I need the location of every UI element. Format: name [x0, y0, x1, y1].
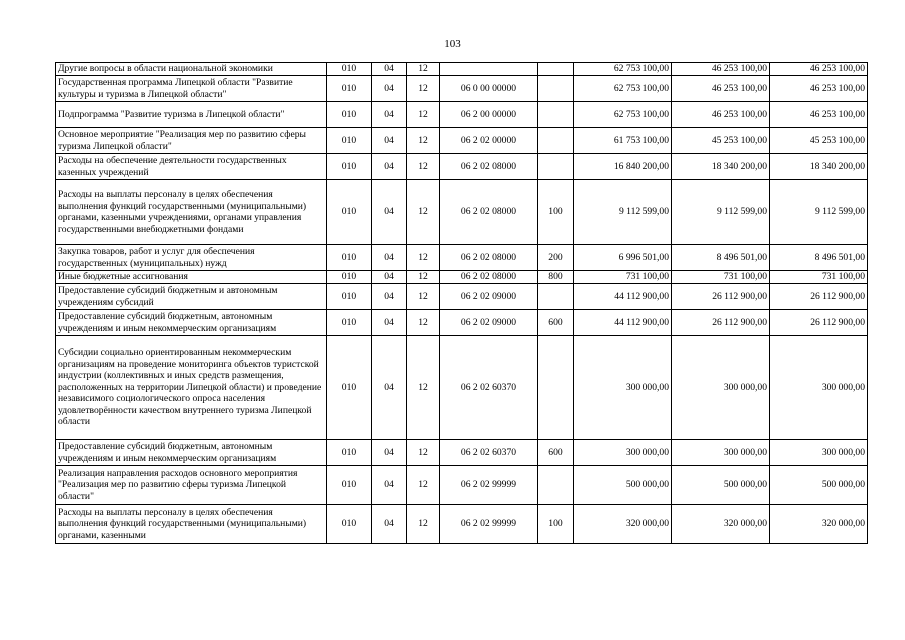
- rz-cell: 04: [372, 180, 407, 245]
- amount-year2-cell: 500 000,00: [672, 466, 770, 505]
- amount-year2-cell: 46 253 100,00: [672, 63, 770, 76]
- vr-cell: [538, 154, 574, 180]
- rz-cell: 04: [372, 466, 407, 505]
- csr-cell: 06 2 02 99999: [440, 466, 538, 505]
- amount-year3-cell: 45 253 100,00: [770, 128, 868, 154]
- rz-cell: 04: [372, 284, 407, 310]
- gr-cell: 010: [327, 128, 372, 154]
- row-name-cell: Расходы на выплаты персоналу в целях обеспечения выполнения функций государственными (муниципальными) органами, казенными учреждениями, органами управления государственными внебюджетными фондами: [56, 180, 327, 245]
- table-row: [56, 154, 868, 180]
- gr-cell: 010: [327, 245, 372, 271]
- gr-cell: 010: [327, 180, 372, 245]
- vr-cell: [538, 466, 574, 505]
- csr-cell: 06 2 02 08000: [440, 180, 538, 245]
- gr-cell: 010: [327, 336, 372, 440]
- amount-year2-cell: 45 253 100,00: [672, 128, 770, 154]
- pr-cell: 12: [407, 154, 440, 180]
- rz-cell: 04: [372, 63, 407, 76]
- table-row: [56, 466, 868, 505]
- amount-year1-cell: 61 753 100,00: [574, 128, 672, 154]
- pr-cell: 12: [407, 310, 440, 336]
- vr-cell: [538, 336, 574, 440]
- amount-year1-cell: 44 112 900,00: [574, 284, 672, 310]
- vr-cell: 100: [538, 505, 574, 544]
- rz-cell: 04: [372, 245, 407, 271]
- amount-year3-cell: 300 000,00: [770, 440, 868, 466]
- row-name-cell: Государственная программа Липецкой области "Развитие культуры и туризма в Липецкой области": [56, 76, 327, 102]
- rz-cell: 04: [372, 76, 407, 102]
- row-name-cell: Расходы на обеспечение деятельности государственных казенных учреждений: [56, 154, 327, 180]
- row-name-cell: Расходы на выплаты персоналу в целях обеспечения выполнения функций государственными (муниципальными) органами, казенными: [56, 505, 327, 544]
- table-row: [56, 180, 868, 245]
- gr-cell: 010: [327, 154, 372, 180]
- amount-year2-cell: 731 100,00: [672, 271, 770, 284]
- amount-year2-cell: 26 112 900,00: [672, 284, 770, 310]
- pr-cell: 12: [407, 180, 440, 245]
- rz-cell: 04: [372, 154, 407, 180]
- row-name-cell: Подпрограмма "Развитие туризма в Липецкой области": [56, 102, 327, 128]
- amount-year1-cell: 62 753 100,00: [574, 102, 672, 128]
- amount-year2-cell: 300 000,00: [672, 440, 770, 466]
- amount-year3-cell: 8 496 501,00: [770, 245, 868, 271]
- gr-cell: 010: [327, 466, 372, 505]
- amount-year1-cell: 500 000,00: [574, 466, 672, 505]
- pr-cell: 12: [407, 284, 440, 310]
- amount-year1-cell: 300 000,00: [574, 440, 672, 466]
- table-row: [56, 310, 868, 336]
- amount-year2-cell: 18 340 200,00: [672, 154, 770, 180]
- csr-cell: 06 0 00 00000: [440, 76, 538, 102]
- amount-year3-cell: 26 112 900,00: [770, 310, 868, 336]
- amount-year1-cell: 62 753 100,00: [574, 76, 672, 102]
- table-row: [56, 63, 868, 76]
- vr-cell: 200: [538, 245, 574, 271]
- pr-cell: 12: [407, 505, 440, 544]
- amount-year3-cell: 18 340 200,00: [770, 154, 868, 180]
- csr-cell: 06 2 02 09000: [440, 284, 538, 310]
- csr-cell: 06 2 00 00000: [440, 102, 538, 128]
- amount-year2-cell: 46 253 100,00: [672, 76, 770, 102]
- amount-year3-cell: 731 100,00: [770, 271, 868, 284]
- rz-cell: 04: [372, 128, 407, 154]
- vr-cell: [538, 284, 574, 310]
- amount-year3-cell: 46 253 100,00: [770, 63, 868, 76]
- row-name-cell: Реализация направления расходов основного мероприятия "Реализация мер по развитию сферы туризма Липецкой области": [56, 466, 327, 505]
- csr-cell: 06 2 02 08000: [440, 271, 538, 284]
- csr-cell: [440, 63, 538, 76]
- amount-year3-cell: 9 112 599,00: [770, 180, 868, 245]
- table-row: [56, 505, 868, 544]
- amount-year2-cell: 8 496 501,00: [672, 245, 770, 271]
- amount-year2-cell: 26 112 900,00: [672, 310, 770, 336]
- amount-year3-cell: 320 000,00: [770, 505, 868, 544]
- amount-year1-cell: 9 112 599,00: [574, 180, 672, 245]
- amount-year3-cell: 300 000,00: [770, 336, 868, 440]
- amount-year1-cell: 6 996 501,00: [574, 245, 672, 271]
- csr-cell: 06 2 02 08000: [440, 154, 538, 180]
- rz-cell: 04: [372, 310, 407, 336]
- table-row: [56, 76, 868, 102]
- vr-cell: [538, 102, 574, 128]
- amount-year3-cell: 500 000,00: [770, 466, 868, 505]
- pr-cell: 12: [407, 466, 440, 505]
- row-name-cell: Субсидии социально ориентированным некоммерческим организациям на проведение мониторинга объектов туристской индустрии (коллективных и иных средств размещения, расположенных на территории Липецкой области) и проведение независимого социологического опроса населения удовлетворённости качеством внутреннего туризма Липецкой области: [56, 336, 327, 440]
- csr-cell: 06 2 02 00000: [440, 128, 538, 154]
- vr-cell: [538, 128, 574, 154]
- gr-cell: 010: [327, 102, 372, 128]
- pr-cell: 12: [407, 102, 440, 128]
- amount-year3-cell: 46 253 100,00: [770, 102, 868, 128]
- amount-year2-cell: 9 112 599,00: [672, 180, 770, 245]
- amount-year1-cell: 320 000,00: [574, 505, 672, 544]
- vr-cell: 600: [538, 440, 574, 466]
- amount-year1-cell: 300 000,00: [574, 336, 672, 440]
- gr-cell: 010: [327, 440, 372, 466]
- budget-table-body: [56, 63, 868, 544]
- rz-cell: 04: [372, 336, 407, 440]
- amount-year2-cell: 300 000,00: [672, 336, 770, 440]
- vr-cell: [538, 63, 574, 76]
- rz-cell: 04: [372, 440, 407, 466]
- row-name-cell: Предоставление субсидий бюджетным, автономным учреждениям и иным некоммерческим организациям: [56, 440, 327, 466]
- gr-cell: 010: [327, 271, 372, 284]
- pr-cell: 12: [407, 440, 440, 466]
- csr-cell: 06 2 02 99999: [440, 505, 538, 544]
- amount-year2-cell: 320 000,00: [672, 505, 770, 544]
- row-name-cell: Закупка товаров, работ и услуг для обеспечения государственных (муниципальных) нужд: [56, 245, 327, 271]
- vr-cell: 100: [538, 180, 574, 245]
- table-row: [56, 271, 868, 284]
- gr-cell: 010: [327, 310, 372, 336]
- gr-cell: 010: [327, 284, 372, 310]
- table-row: [56, 102, 868, 128]
- pr-cell: 12: [407, 245, 440, 271]
- row-name-cell: Основное мероприятие "Реализация мер по развитию сферы туризма Липецкой области": [56, 128, 327, 154]
- amount-year1-cell: 62 753 100,00: [574, 63, 672, 76]
- table-row: [56, 440, 868, 466]
- pr-cell: 12: [407, 63, 440, 76]
- table-row: [56, 336, 868, 440]
- amount-year1-cell: 44 112 900,00: [574, 310, 672, 336]
- vr-cell: 600: [538, 310, 574, 336]
- gr-cell: 010: [327, 505, 372, 544]
- csr-cell: 06 2 02 60370: [440, 336, 538, 440]
- vr-cell: 800: [538, 271, 574, 284]
- page-number: 103: [444, 38, 461, 50]
- rz-cell: 04: [372, 271, 407, 284]
- pr-cell: 12: [407, 336, 440, 440]
- rz-cell: 04: [372, 505, 407, 544]
- pr-cell: 12: [407, 76, 440, 102]
- row-name-cell: Предоставление субсидий бюджетным, автономным учреждениям и иным некоммерческим организациям: [56, 310, 327, 336]
- amount-year1-cell: 16 840 200,00: [574, 154, 672, 180]
- row-name-cell: Предоставление субсидий бюджетным и автономным учреждениям субсидий: [56, 284, 327, 310]
- csr-cell: 06 2 02 60370: [440, 440, 538, 466]
- rz-cell: 04: [372, 102, 407, 128]
- csr-cell: 06 2 02 08000: [440, 245, 538, 271]
- row-name-cell: Иные бюджетные ассигнования: [56, 271, 327, 284]
- pr-cell: 12: [407, 128, 440, 154]
- table-row: [56, 245, 868, 271]
- table-row: [56, 128, 868, 154]
- pr-cell: 12: [407, 271, 440, 284]
- amount-year3-cell: 26 112 900,00: [770, 284, 868, 310]
- table-row: [56, 284, 868, 310]
- vr-cell: [538, 76, 574, 102]
- gr-cell: 010: [327, 76, 372, 102]
- budget-table: [55, 62, 868, 544]
- csr-cell: 06 2 02 09000: [440, 310, 538, 336]
- amount-year2-cell: 46 253 100,00: [672, 102, 770, 128]
- gr-cell: 010: [327, 63, 372, 76]
- amount-year1-cell: 731 100,00: [574, 271, 672, 284]
- row-name-cell: Другие вопросы в области национальной экономики: [56, 63, 327, 76]
- amount-year3-cell: 46 253 100,00: [770, 76, 868, 102]
